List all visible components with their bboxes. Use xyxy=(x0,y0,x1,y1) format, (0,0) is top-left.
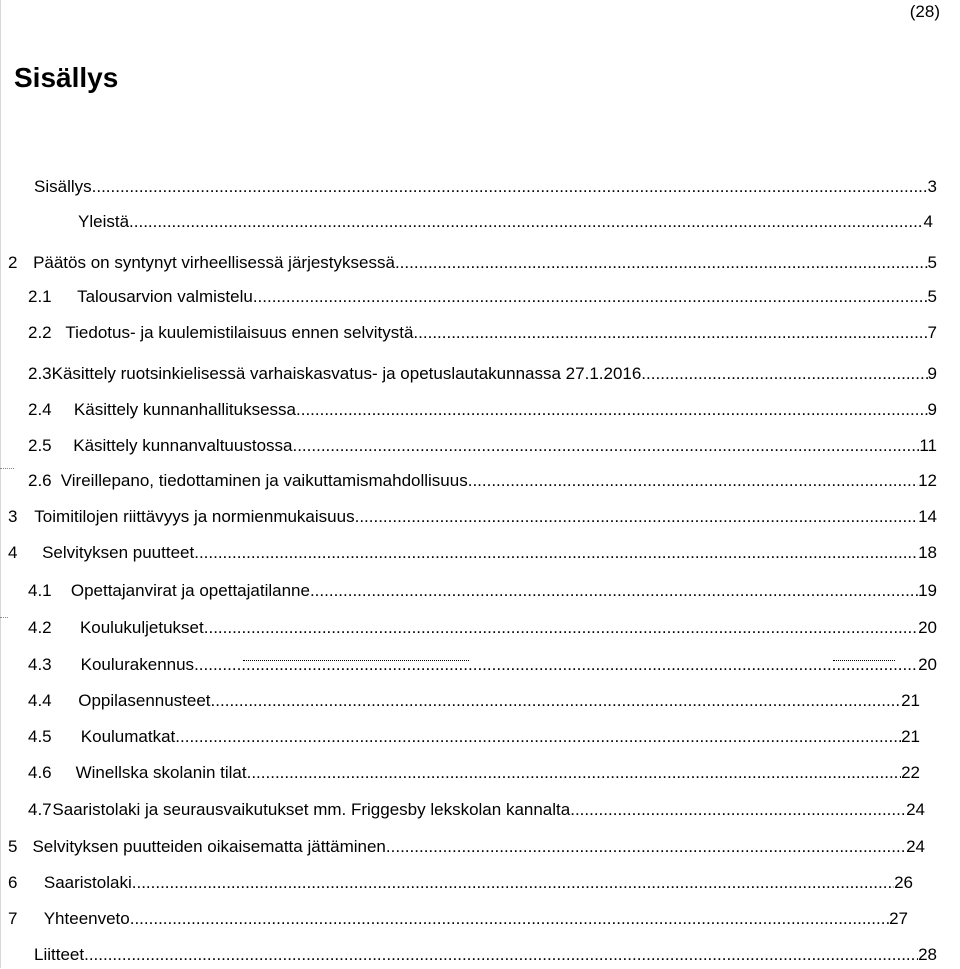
toc-entry-number: 2 xyxy=(8,253,18,272)
toc-dot-leader xyxy=(129,212,924,232)
toc-page-number: 7 xyxy=(927,323,937,342)
toc-entry[interactable] xyxy=(8,507,937,531)
toc-entry-number: 7 xyxy=(8,909,18,928)
toc-page-number: 5 xyxy=(927,253,937,272)
toc-dot-leader xyxy=(130,909,889,929)
toc-entry-number: 2.2 xyxy=(28,323,52,342)
toc-entry-title: Saaristolaki ja seurausvaikutukset mm. Friggesby lekskolan kannalta xyxy=(52,800,571,819)
toc-dot-leader xyxy=(204,618,918,638)
toc-page-number: 11 xyxy=(919,436,937,455)
toc-entry-title: Toimitilojen riittävyys ja normienmukaisuus. xyxy=(34,507,360,526)
toc-entry[interactable] xyxy=(28,323,937,347)
toc-entry-title: Oppilasennusteet xyxy=(78,691,211,710)
toc-entry-title: Sisällys xyxy=(34,177,92,196)
toc-page-number: 14 xyxy=(918,507,937,526)
toc-dot-leader xyxy=(413,323,927,343)
toc-dot-leader xyxy=(84,945,918,965)
toc-dot-leader xyxy=(194,655,918,675)
toc-dot-leader xyxy=(132,873,894,893)
toc-entry[interactable] xyxy=(28,581,937,605)
toc-entry-title: Saaristolaki xyxy=(43,873,132,892)
toc-entry[interactable] xyxy=(28,691,920,715)
toc-dot-leader xyxy=(175,727,901,747)
toc-entry[interactable] xyxy=(28,727,920,751)
toc-dot-leader xyxy=(468,471,918,491)
toc-dot-leader xyxy=(297,436,919,456)
toc-dot-leader xyxy=(359,507,918,527)
toc-dot-leader xyxy=(92,177,928,197)
toc-page-number: 22 xyxy=(901,763,920,782)
toc-entry[interactable] xyxy=(8,837,925,861)
toc-page-number: 5 xyxy=(927,287,937,306)
toc-dot-leader xyxy=(194,543,918,563)
margin-tick-mark xyxy=(0,468,14,469)
toc-entry[interactable] xyxy=(8,543,937,567)
toc-entry-title: Käsittely kunnanvaltuustossa. xyxy=(73,436,298,455)
toc-dot-leader xyxy=(329,581,918,601)
toc-dot-leader xyxy=(296,400,928,420)
toc-entry[interactable] xyxy=(28,763,920,787)
toc-page-number: 21 xyxy=(901,727,920,746)
toc-entry-title: Winellska skolanin tilat xyxy=(75,763,247,782)
toc-entry[interactable] xyxy=(28,287,937,311)
toc-entry[interactable] xyxy=(8,909,908,933)
toc-page-number: 24 xyxy=(906,800,925,819)
toc-entry-title: Tiedotus- ja kuulemistilaisuus ennen selvitystä xyxy=(65,323,414,342)
toc-entry[interactable] xyxy=(28,655,937,679)
toc-entry-number: 6 xyxy=(8,873,18,892)
toc-page-number: 26 xyxy=(894,873,913,892)
toc-entry-title: Käsittely kunnanhallituksessa xyxy=(73,400,296,419)
toc-dot-leader xyxy=(386,837,906,857)
toc-entry-number: 4.2 xyxy=(28,618,52,637)
toc-entry-number: 4.4 xyxy=(28,691,52,710)
toc-dot-leader xyxy=(253,287,928,307)
toc-entry[interactable] xyxy=(28,800,925,824)
toc-entry[interactable] xyxy=(34,177,937,201)
page-number: (28) xyxy=(909,2,940,21)
toc-entry-number: 4.3 xyxy=(28,655,52,674)
toc-entry-title: Yhteenveto xyxy=(43,909,130,928)
toc-entry[interactable] xyxy=(8,253,937,277)
toc-entry-title: Päätös on syntynyt virheellisessä järjestyksessä xyxy=(33,253,395,272)
field-dotted-mark xyxy=(243,660,469,661)
toc-entry[interactable] xyxy=(28,436,937,460)
toc-entry-number: 4 xyxy=(8,543,18,562)
toc-page-number: 20 xyxy=(918,618,937,637)
toc-entry[interactable] xyxy=(34,945,937,969)
toc-dot-leader xyxy=(570,800,906,820)
margin-tick-mark xyxy=(0,617,8,618)
toc-entry-title: Opettajanvirat ja opettajatilanne.... xyxy=(70,581,329,600)
toc-entry-title: Käsittely ruotsinkielisessä varhaiskasvatus- ja opetuslautakunnassa 27.1.2016. xyxy=(51,364,647,383)
toc-entry-number: 3 xyxy=(8,507,18,526)
toc-entry[interactable] xyxy=(8,873,913,897)
toc-entry[interactable] xyxy=(28,618,937,642)
toc-page-number: 9 xyxy=(927,400,937,419)
toc-dot-leader xyxy=(646,364,927,384)
toc-entry-number: 2.1 xyxy=(28,287,52,306)
toc-entry-number: 4.5 xyxy=(28,727,52,746)
toc-page-number: 18 xyxy=(918,543,937,562)
toc-entry-title: Liitteet xyxy=(34,945,85,964)
toc-entry-title: Vireillepano, tiedottaminen ja vaikuttamismahdollisuus xyxy=(60,471,468,490)
toc-entry[interactable] xyxy=(78,212,933,236)
toc-page-number: 19 xyxy=(918,581,937,600)
toc-page-number: 20 xyxy=(918,655,937,674)
toc-page-number: 3 xyxy=(927,177,937,196)
toc-page-number: 28 xyxy=(918,945,937,964)
field-dotted-mark xyxy=(833,660,895,661)
toc-entry-title: Koulukuljetukset xyxy=(79,618,204,637)
toc-dot-leader xyxy=(211,691,902,711)
toc-entry[interactable] xyxy=(28,471,937,495)
toc-entry-number: 4.7 xyxy=(28,800,52,819)
toc-entry-number: 2.3 xyxy=(28,364,52,383)
toc-entry[interactable] xyxy=(28,364,937,388)
toc-dot-leader xyxy=(247,763,901,783)
toc-page-number: 12 xyxy=(918,471,937,490)
toc-entry-number: 2.6 xyxy=(28,471,52,490)
toc-entry-number: 4.6 xyxy=(28,763,52,782)
page-title: Sisällys xyxy=(14,62,119,93)
toc-page-number: 24 xyxy=(906,837,925,856)
toc-entry-number: 2.5 xyxy=(28,436,52,455)
toc-entry-number: 2.4 xyxy=(28,400,52,419)
toc-page-number: 9 xyxy=(927,364,937,383)
toc-entry-title: Koulurakennus xyxy=(80,655,195,674)
toc-entry-number: 5 xyxy=(8,837,18,856)
toc-entry-number: 4.1 xyxy=(28,581,52,600)
toc-entry-title: Selvityksen puutteiden oikaisematta jättäminen xyxy=(32,837,386,856)
toc-page-number: 4 xyxy=(923,212,933,231)
toc-page-number: 21 xyxy=(901,691,920,710)
toc-entry[interactable] xyxy=(28,400,937,424)
toc-entry-title: Selvityksen puutteet xyxy=(42,543,195,562)
page-margin-rule xyxy=(0,0,1,968)
toc-dot-leader xyxy=(395,253,928,273)
toc-page-number: 27 xyxy=(889,909,908,928)
toc-entry-title: Talousarvion valmistelu xyxy=(77,287,253,306)
toc-entry-title: Yleistä xyxy=(78,212,130,231)
toc-entry-title: Koulumatkat xyxy=(80,727,176,746)
